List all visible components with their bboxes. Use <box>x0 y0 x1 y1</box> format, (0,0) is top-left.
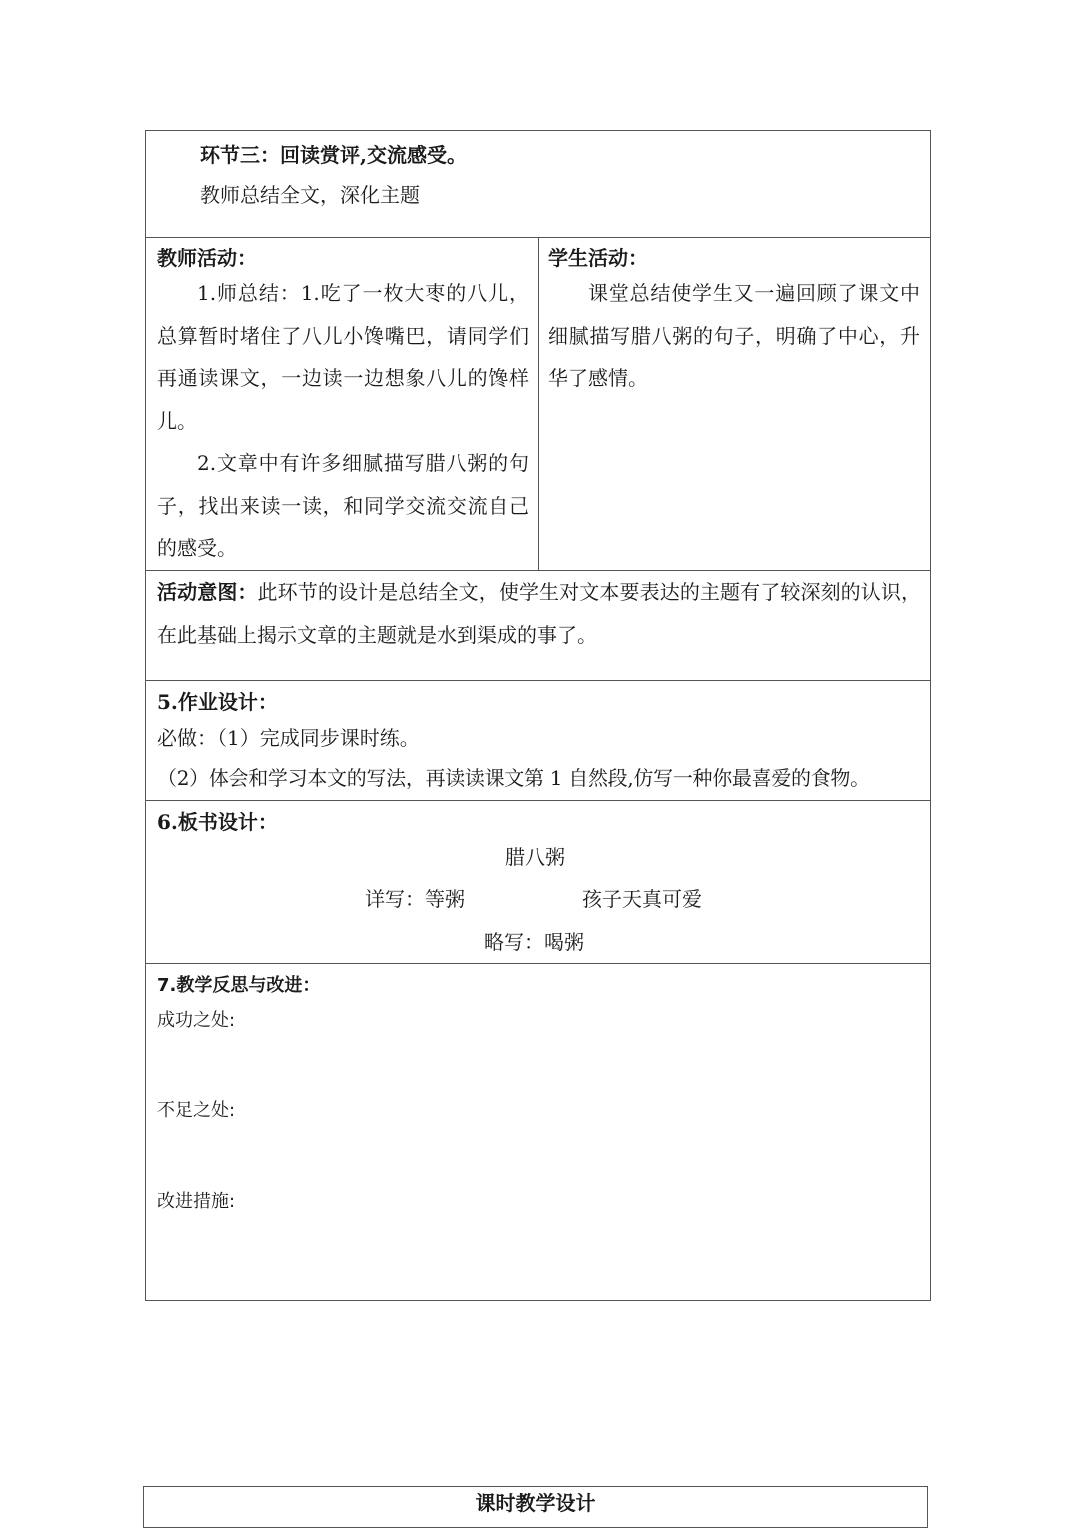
homework-line2: （2）体会和学习本文的写法，再读读课文第 1 自然段,仿写一种你最喜爱的食物。 <box>157 766 870 790</box>
reflection-success: 成功之处: <box>157 1010 236 1031</box>
column-divider <box>538 237 539 570</box>
board-title: 腊八粥 <box>505 845 565 869</box>
teacher-activity-p1: 1.师总结：1.吃了一枚大枣的八儿，总算暂时堵住了八儿小馋嘴巴，请同学们再通读课文，一边读一边想象八儿的馋样儿。 <box>157 281 529 433</box>
section3-heading: 环节三：回读赏评,交流感受。 <box>200 143 467 167</box>
reflection-shortcoming: 不足之处: <box>157 1100 236 1121</box>
teacher-activity-p2: 2.文章中有许多细腻描写腊八粥的句子，找出来读一读，和同学交流交流自己的感受。 <box>157 451 529 560</box>
homework-line1: 必做：（1）完成同步课时练。 <box>157 726 420 750</box>
footer-title: 课时教学设计 <box>475 1491 596 1515</box>
student-activity-label: 学生活动： <box>548 246 648 270</box>
section3-subheading: 教师总结全文，深化主题 <box>200 183 420 207</box>
row-divider <box>145 963 931 964</box>
reflection-label: 7.教学反思与改进： <box>157 975 321 996</box>
row-divider <box>145 800 931 801</box>
activity-intent <box>157 571 921 656</box>
activity-intent-text: 此环节的设计是总结全文，使学生对文本要表达的主题有了较深刻的认识，在此基础上揭示文章的主题就是水到渠成的事了。 <box>157 580 922 647</box>
row-divider <box>145 680 931 681</box>
reflection-improve: 改进措施: <box>157 1191 236 1212</box>
teacher-activity-label: 教师活动： <box>157 246 257 270</box>
board-label: 6.板书设计： <box>157 810 278 834</box>
student-activity-p1: 课堂总结使学生又一遍回顾了课文中细腻描写腊八粥的句子，明确了中心，升华了感情。 <box>548 281 920 390</box>
activity-intent-label: 活动意图： <box>157 580 258 604</box>
board-theme: 孩子天真可爱 <box>582 887 702 911</box>
board-brief: 略写：喝粥 <box>484 930 584 954</box>
homework-label: 5.作业设计： <box>157 690 278 714</box>
board-detail: 详写：等粥 <box>365 887 465 911</box>
